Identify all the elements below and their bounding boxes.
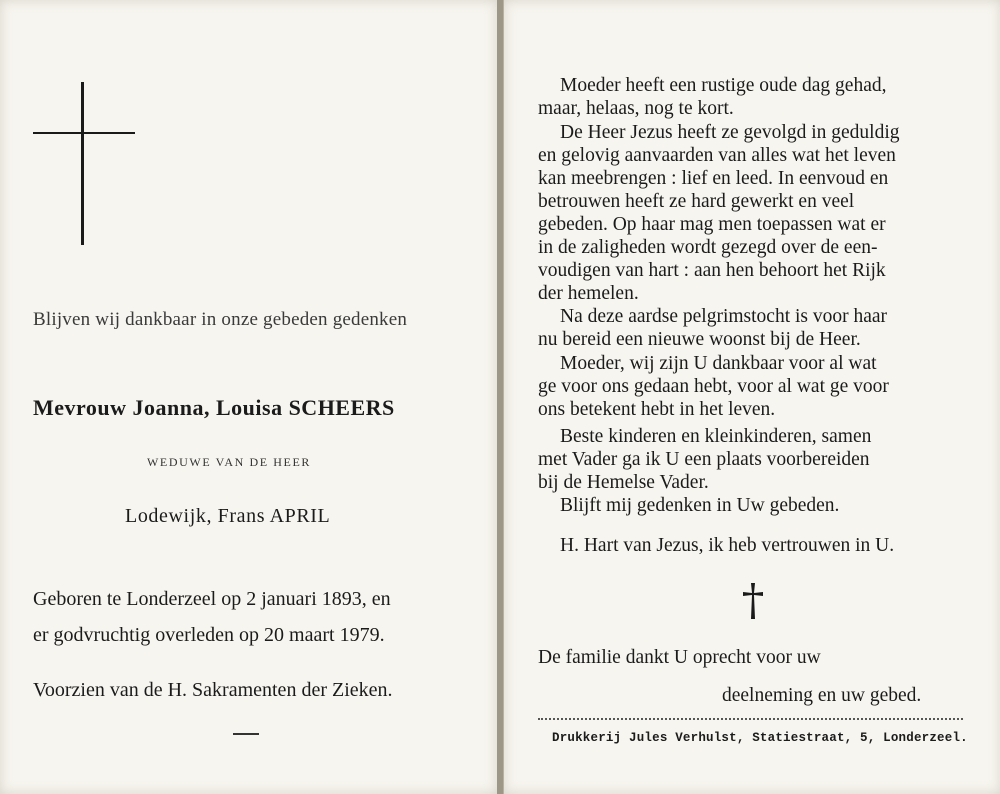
family-thanks-line-1: De familie dankt U oprecht voor uw bbox=[538, 647, 821, 668]
husband-name: Lodewijk, Frans APRIL bbox=[125, 505, 331, 527]
family-thanks-line-2: deelneming en uw gebed. bbox=[722, 685, 922, 706]
text-line: in de zaligheden wordt gezegd over de een- bbox=[538, 237, 878, 258]
text-line: betrouwen heeft ze hard gewerkt en veel bbox=[538, 191, 855, 212]
text-line: gebeden. Op haar mag men toepassen wat er bbox=[538, 214, 886, 235]
text-line: met Vader ga ik U een plaats voorbereiden bbox=[538, 449, 870, 470]
paragraph-1 bbox=[538, 74, 963, 120]
remember-text: Blijven wij dankbaar in onze gebeden gedenken bbox=[33, 309, 408, 330]
dotted-divider bbox=[538, 718, 963, 720]
text-line: ge voor ons gedaan hebt, voor al wat ge voor bbox=[538, 376, 889, 397]
text-line: bij de Hemelse Vader. bbox=[538, 472, 709, 493]
deceased-name: Mevrouw Joanna, Louisa SCHEERS bbox=[33, 395, 395, 420]
text-line: Moeder heeft een rustige oude dag gehad, bbox=[560, 75, 887, 96]
paragraph-6 bbox=[538, 494, 963, 517]
text-line: kan meebrengen : lief en leed. In eenvoud en bbox=[538, 168, 889, 189]
text-line: Beste kinderen en kleinkinderen, samen bbox=[560, 426, 872, 447]
text-line: der hemelen. bbox=[538, 283, 639, 304]
text-line: voudigen van hart : aan hen behoort het Rijk bbox=[538, 260, 886, 281]
text-line: H. Hart van Jezus, ik heb vertrouwen in U. bbox=[560, 535, 895, 556]
paragraph-7 bbox=[538, 534, 963, 557]
text-line: nu bereid een nieuwe woonst bij de Heer. bbox=[538, 329, 861, 350]
paragraph-5 bbox=[538, 425, 963, 494]
paragraph-4 bbox=[538, 352, 963, 421]
cross-icon bbox=[33, 82, 135, 245]
text-line: en gelovig aanvaarden van alles wat het leven bbox=[538, 145, 896, 166]
sacraments-text: Voorzien van de H. Sakramenten der Zieken. bbox=[33, 679, 393, 701]
paragraph-2 bbox=[538, 121, 963, 305]
text-line: De Heer Jezus heeft ze gevolgd in geduldig bbox=[560, 122, 900, 143]
birth-line-1: Geboren te Londerzeel op 2 januari 1893, en bbox=[33, 588, 391, 610]
divider bbox=[233, 733, 259, 735]
left-card bbox=[0, 0, 498, 794]
printer-imprint: Drukkerij Jules Verhulst, Statiestraat, 5, Londerzeel. bbox=[552, 731, 968, 745]
text-line: maar, helaas, nog te kort. bbox=[538, 98, 734, 119]
widow-of-label: WEDUWE VAN DE HEER bbox=[147, 455, 312, 469]
small-cross-icon bbox=[741, 581, 765, 621]
text-line: Na deze aardse pelgrimstocht is voor haar bbox=[560, 306, 888, 327]
death-line-2: er godvruchtig overleden op 20 maart 1979. bbox=[33, 624, 385, 646]
text-line: Blijft mij gedenken in Uw gebeden. bbox=[560, 495, 840, 516]
paragraph-3 bbox=[538, 305, 963, 351]
text-line: ons betekent hebt in het leven. bbox=[538, 399, 776, 420]
text-line: Moeder, wij zijn U dankbaar voor al wat bbox=[560, 353, 877, 374]
